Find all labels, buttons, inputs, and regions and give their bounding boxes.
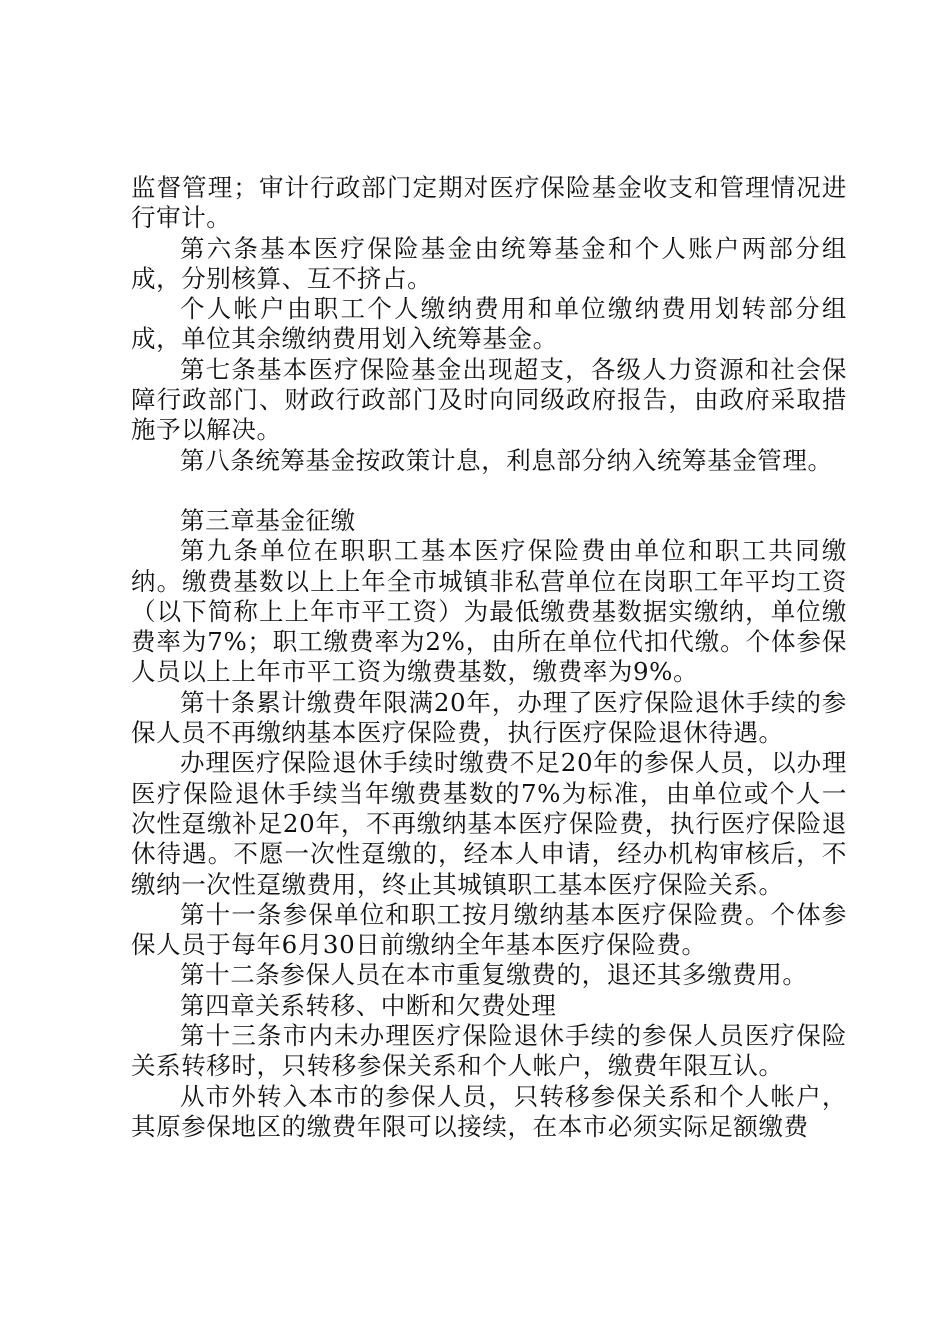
paragraph-article-13: 第十三条市内未办理医疗保险退休手续的参保人员医疗保险关系转移时，只转移参保关系和个人帐户，缴费年限互认。 [131, 1021, 847, 1081]
chapter-heading-4: 第四章关系转移、中断和欠费处理 [180, 990, 557, 1020]
paragraph-retirement-shortfall: 办理医疗保险退休手续时缴费不足20年的参保人员，以办理医疗保险退休手续当年缴费基数的7%为标准，由单位或个人一次性趸缴补足20年，不再缴纳基本医疗保险费，执行医疗保险退休待遇。不愿一次性趸缴的，经本人申请，经办机构审核后，不缴纳一次性趸缴费用，终止其城镇职工基本医疗保险关系。 [131, 748, 847, 899]
paragraph-article-6: 第六条基本医疗保险基金由统筹基金和个人账户两部分组成，分别核算、互不挤占。 [131, 233, 847, 293]
paragraph-personal-account: 个人帐户由职工个人缴纳费用和单位缴纳费用划转部分组成，单位其余缴纳费用划入统筹基金。 [131, 294, 847, 354]
paragraph-article-11: 第十一条参保单位和职工按月缴纳基本医疗保险费。个体参保人员于每年6月30日前缴纳全年基本医疗保险费。 [131, 899, 847, 960]
paragraph-continued: 监督管理；审计行政部门定期对医疗保险基金收支和管理情况进行审计。 [131, 173, 847, 233]
paragraph-article-7: 第七条基本医疗保险基金出现超支，各级人力资源和社会保障行政部门、财政行政部门及时向同级政府报告，由政府采取措施予以解决。 [131, 354, 847, 445]
paragraph-transfer-in: 从市外转入本市的参保人员，只转移参保关系和个人帐户，其原参保地区的缴费年限可以接续，在本市必须实际足额缴费 [131, 1081, 847, 1141]
paragraph-article-8: 第八条统筹基金按政策计息，利息部分纳入统筹基金管理。 [180, 445, 833, 475]
paragraph-article-12: 第十二条参保人员在本市重复缴费的，退还其多缴费用。 [180, 960, 808, 990]
paragraph-article-9: 第九条单位在职职工基本医疗保险费由单位和职工共同缴纳。缴费基数以上上年全市城镇非私营单位在岗职工年平均工资（以下简称上上年市平工资）为最低缴费基数据实缴纳，单位缴费率为7%；职工缴费率为2%，由所在单位代扣代缴。个体参保人员以上上年市平工资为缴费基数，缴费率为9%。 [131, 536, 847, 687]
document-body [131, 173, 847, 1142]
chapter-heading-3: 第三章基金征缴 [180, 505, 356, 535]
paragraph-article-10: 第十条累计缴费年限满20年，办理了医疗保险退休手续的参保人员不再缴纳基本医疗保险费，执行医疗保险退休待遇。 [131, 687, 847, 748]
